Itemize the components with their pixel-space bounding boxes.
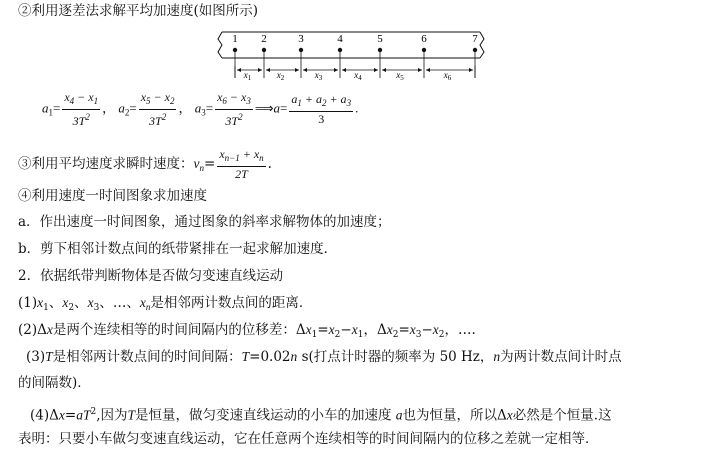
paragraph-2: (2)Δx是两个连续相等的时间间隔内的位移差：$\Delta x_1=x_2-x_1$，$\Delta x_2=x_3-x_2$，….	[18, 322, 476, 340]
segment-label: $x_6$	[443, 70, 452, 82]
segment-label: $x_5$	[396, 70, 404, 82]
a3-numerator: $x_6 - x_3$	[215, 90, 253, 110]
segment-label: $x_4$	[354, 70, 362, 82]
paragraph-4-cont: 表明：只要小车做匀变速直线运动，它在任意两个连续相等的时间间隔内的位移之差就一定相等．	[18, 431, 599, 447]
tape-point-dot	[299, 48, 303, 52]
dimension-lines	[235, 66, 475, 82]
avg-numerator: $a_1 + a_2 + a_3$	[289, 92, 353, 112]
segment-arrow	[295, 68, 299, 72]
tape-point-dot	[473, 48, 477, 52]
paragraph-3-cont: 的间隔数)．	[18, 375, 91, 391]
tape-point-label: 3	[298, 33, 304, 45]
segment-label: $x_3$	[314, 70, 323, 82]
heading-successive-difference: ②利用逐差法求解平均加速度(如图所示)	[18, 3, 259, 19]
tape-point-dot	[378, 48, 382, 52]
item-a: a．作出速度一时间图象，通过图象的斜率求解物体的加速度；	[18, 214, 391, 230]
heading-vt-graph: ④利用速度一时间图象求加速度	[18, 188, 207, 204]
tape-point-label: 4	[337, 33, 343, 45]
segment-label: $x_2$	[276, 70, 285, 82]
segment-arrow	[418, 68, 422, 72]
a1-numerator: $x_4 - x_1$	[62, 90, 100, 110]
segment-arrow	[237, 68, 241, 72]
segment-arrow	[382, 68, 386, 72]
segment-arrow	[469, 68, 473, 72]
segment-arrow	[266, 68, 270, 72]
tape-point-label: 7	[472, 33, 478, 45]
section-2-heading: 2．依据纸带判断物体是否做匀变速直线运动	[18, 268, 284, 284]
paragraph-3: (3)T是相邻两计数点间的时间间隔：T=0.02n s(打点计时器的频率为 50 Hz，n为两计数点间计时点	[26, 349, 622, 365]
segment-label: $x_1$	[243, 70, 252, 82]
tape-point-label: 1	[232, 33, 238, 45]
tape-body	[218, 32, 484, 58]
segment-arrow	[258, 68, 262, 72]
tape-point-label: 6	[421, 33, 427, 45]
a2-numerator: $x_5 - x_2$	[139, 90, 177, 110]
tape-point-dot	[262, 48, 266, 52]
tape-point-dot	[338, 48, 342, 52]
item-b: b．剪下相邻计数点间的纸带紧排在一起求解加速度．	[18, 241, 338, 257]
formula-average-acceleration: $a_1=$ $\frac{x_4 - x_1}{3T^2}$ ， $a_2=$ $\frac{x_5 - x_2}{3T^2}$ ， $a_3=$ $\frac{x_6 - x_3}{3T^2}$ ⟹a= $\frac{a_1 + a_2 + a_3}{3}$ .	[42, 90, 359, 128]
paragraph-1: $(1)x_1$、$x_2$、$x_3$、…、$x_n$是相邻两计数点间的距离．	[18, 295, 313, 313]
segment-arrow	[374, 68, 378, 72]
heading-instant-velocity: ③利用平均速度求瞬时速度：$v_n=$ $\frac{x_{n-1} + x_n}{2T}$ .	[18, 147, 272, 181]
tape-point-label: 5	[377, 33, 383, 45]
segment-arrow	[303, 68, 307, 72]
tape-point-dot	[422, 48, 426, 52]
tape-point-label: 2	[261, 33, 267, 45]
tape-point-dot	[233, 48, 237, 52]
paragraph-4: $(4)\Delta x=aT^2$,因为T是恒量，做匀变速直线运动的小车的加速度 a也为恒量，所以Δx必然是个恒量.这	[30, 407, 612, 424]
segment-arrow	[426, 68, 430, 72]
segment-arrow	[342, 68, 346, 72]
segment-arrow	[334, 68, 338, 72]
